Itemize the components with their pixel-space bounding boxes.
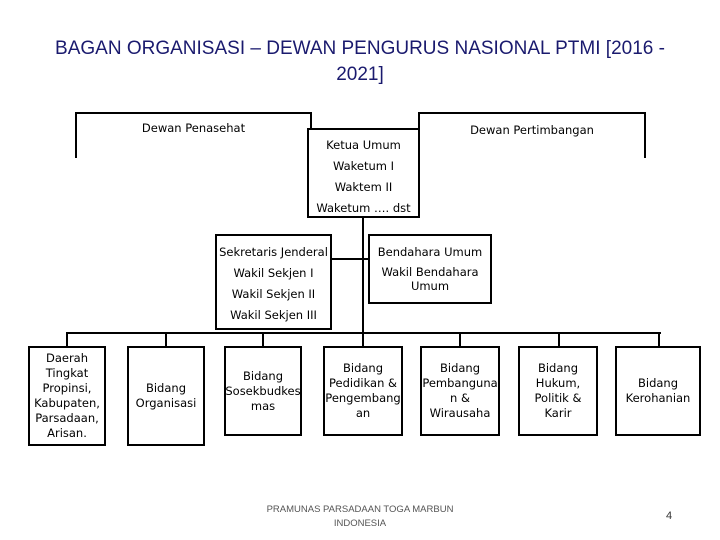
bidang-box-daerah xyxy=(28,346,106,446)
bidang-text: Bidang xyxy=(439,361,481,375)
bendahara-line: Bendahara Umum xyxy=(377,245,483,259)
bidang-text: Pedidikan & xyxy=(328,376,397,390)
bidang-text: Kerohanian xyxy=(625,391,691,405)
connector-sekretaris-bendahara xyxy=(330,258,370,260)
footer-line: INDONESIA xyxy=(333,518,387,529)
bidang-box-hukum xyxy=(518,346,598,436)
connector-chair-down xyxy=(362,216,364,333)
bidang-text: Pengembang xyxy=(325,391,401,405)
sekretaris-line: Sekretaris Jenderal xyxy=(219,245,328,259)
bidang-text: Daerah xyxy=(45,351,89,365)
bendahara-box xyxy=(368,234,492,304)
bidang-text: Bidang xyxy=(242,368,284,383)
bidang-text: Hukum, xyxy=(535,376,581,390)
sekretaris-box xyxy=(215,234,332,330)
ketua-line: Waktem II xyxy=(334,180,393,194)
page-title: BAGAN ORGANISASI – DEWAN PENGURUS NASIONAL PTMI [2016 - 2021] xyxy=(55,38,665,85)
footer-line: PRAMUNAS PARSADAAN TOGA MARBUN xyxy=(266,504,454,515)
sekretaris-line: Wakil Sekjen III xyxy=(230,308,317,322)
ketua-line: Waketum …. dst xyxy=(316,201,411,215)
page-number: 4 xyxy=(666,510,673,522)
sekretaris-line: Wakil Sekjen I xyxy=(233,266,314,280)
bidang-text: Wirausaha xyxy=(429,406,491,420)
dewan-penasehat-box xyxy=(75,112,312,158)
bidang-text: Karir xyxy=(544,406,572,420)
bidang-text: Bidang xyxy=(145,381,186,395)
bidang-text: Bidang xyxy=(342,361,384,375)
bidang-text: Sosekbudkes xyxy=(225,383,301,398)
bidang-box-organisasi xyxy=(127,346,205,446)
bidang-text: Arisan. xyxy=(47,426,87,440)
dewan-pertimbangan-label: Dewan Pertimbangan xyxy=(470,123,594,137)
bidang-text: Organisasi xyxy=(135,396,197,410)
bidang-text: an xyxy=(355,406,371,420)
bidang-text: Bidang xyxy=(637,376,679,390)
footer-text xyxy=(250,503,470,531)
sekretaris-line: Wakil Sekjen II xyxy=(231,287,316,301)
bidang-text: Bidang xyxy=(537,361,578,375)
ketua-umum-box xyxy=(307,128,420,218)
bendahara-line: Wakil Bendahara Umum xyxy=(381,265,479,293)
bidang-box-pendidikan xyxy=(323,346,403,436)
bidang-text: Propinsi, xyxy=(42,381,92,395)
ketua-line: Ketua Umum xyxy=(326,138,401,152)
bidang-text: mas xyxy=(250,398,276,413)
bidang-box-kerohanian xyxy=(615,346,701,436)
bidang-text: n & xyxy=(450,391,470,405)
ketua-line: Waketum I xyxy=(332,159,395,173)
dewan-pertimbangan-box xyxy=(418,112,646,158)
bidang-text: Politik & xyxy=(534,391,582,405)
bidang-text: Kabupaten, xyxy=(34,396,100,410)
bidang-text: Tingkat xyxy=(45,366,89,380)
dewan-penasehat-label: Dewan Penasehat xyxy=(141,121,246,135)
bidang-text: Pembanguna xyxy=(422,376,498,390)
bidang-box-sosekbudkesmas xyxy=(224,346,302,436)
bidang-box-pembangunan xyxy=(420,346,500,436)
bidang-text: Parsadaan, xyxy=(35,411,99,425)
